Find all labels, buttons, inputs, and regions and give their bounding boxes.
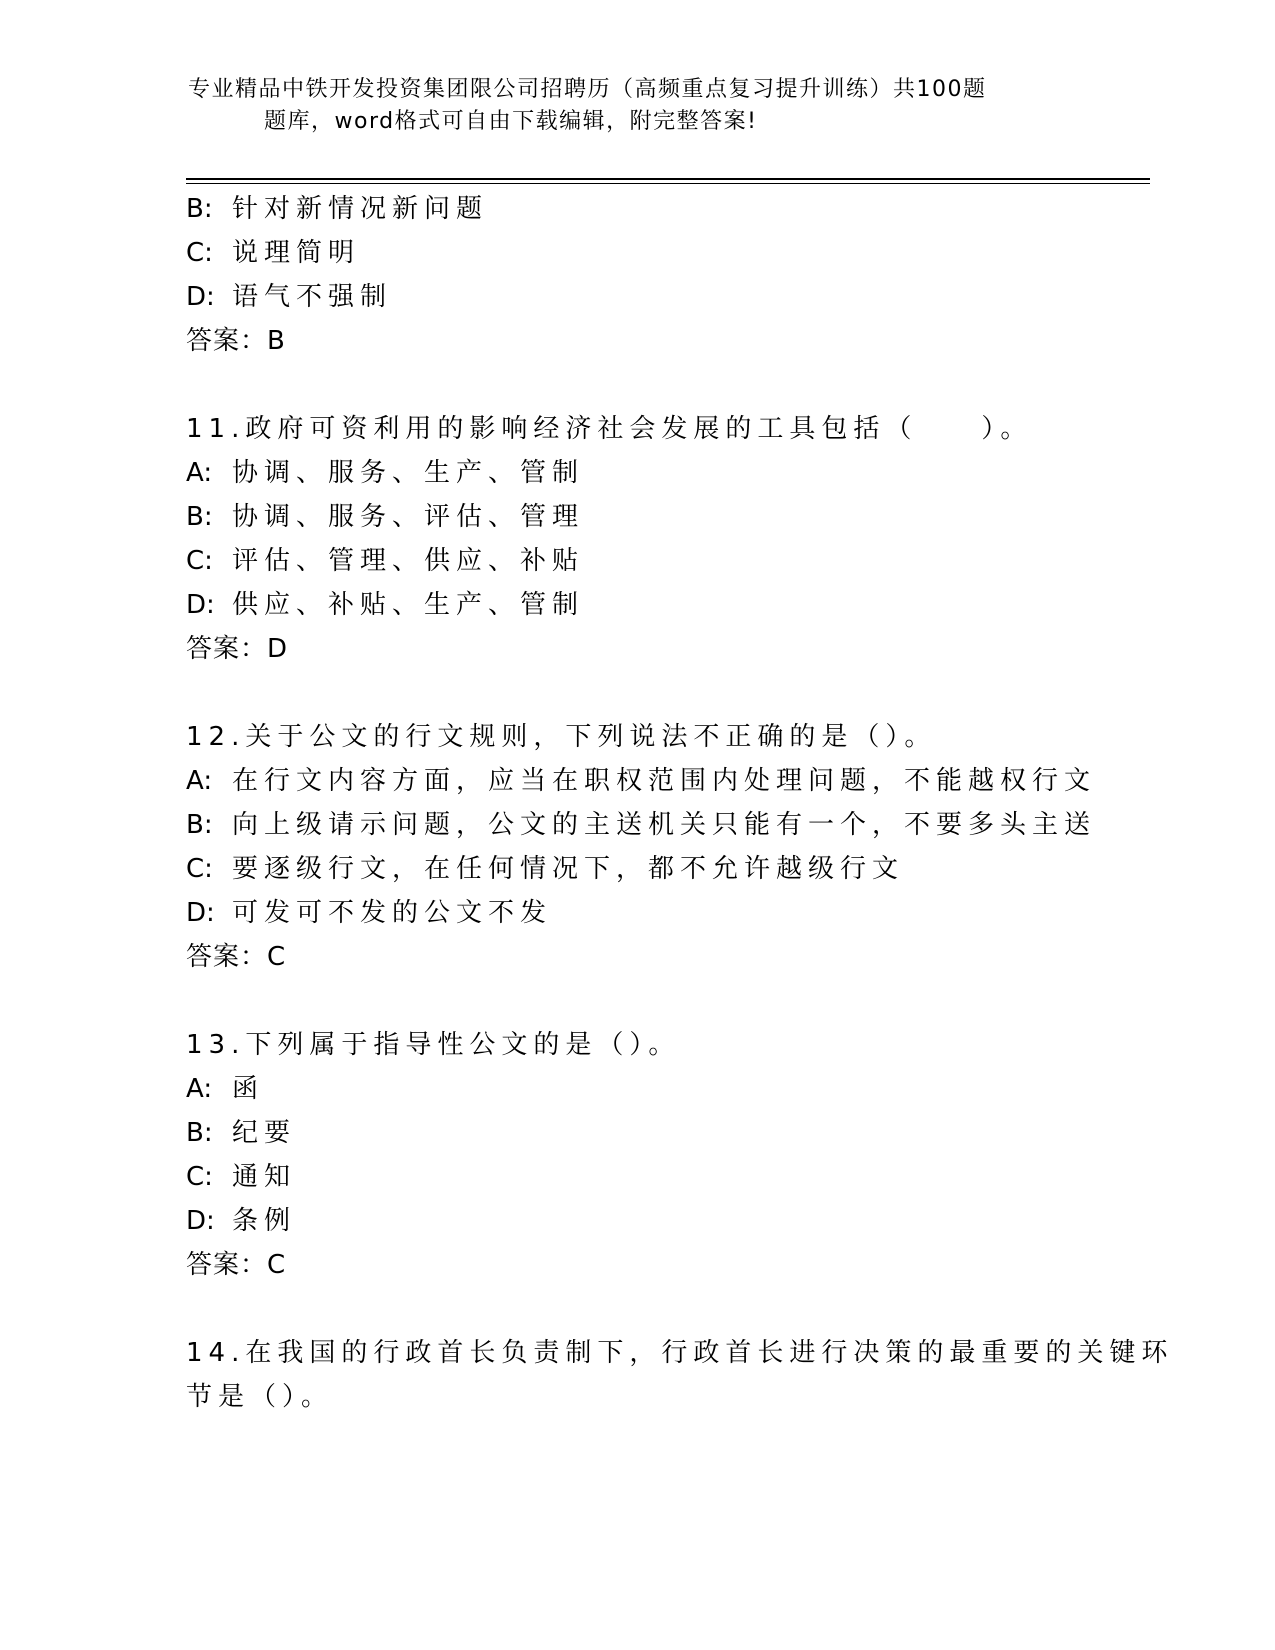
option-d: D: 语气不强制 [186, 282, 393, 312]
option-c: C: 要逐级行文，在任何情况下，都不允许越级行文 [186, 854, 905, 884]
option-c: C: 评估、管理、供应、补贴 [186, 546, 585, 576]
header-title-line1: 专业精品中铁开发投资集团限公司招聘历（高频重点复习提升训练）共100题 [188, 77, 987, 102]
question-text-line1: 14.在我国的行政首长负责制下，行政首长进行决策的最重要的关键环 [186, 1338, 1174, 1368]
option-d: D: 条例 [186, 1206, 297, 1236]
document-header [188, 74, 1068, 138]
option-d: D: 供应、补贴、生产、管制 [186, 590, 585, 620]
answer: 答案：C [186, 1250, 287, 1280]
option-b: B: 纪要 [186, 1118, 297, 1148]
option-a: A: 函 [186, 1074, 265, 1104]
option-d: D: 可发可不发的公文不发 [186, 898, 553, 928]
option-a: A: 协调、服务、生产、管制 [186, 458, 585, 488]
question-text: 13.下列属于指导性公文的是（）。 [186, 1030, 681, 1060]
option-b: B: 协调、服务、评估、管理 [186, 502, 585, 532]
header-title-line2: 题库，word格式可自由下载编辑，附完整答案! [264, 109, 758, 134]
answer: 答案：D [186, 634, 289, 664]
header-divider-thick [186, 178, 1150, 180]
option-a: A: 在行文内容方面，应当在职权范围内处理问题，不能越权行文 [186, 766, 1097, 796]
option-b: B: 向上级请示问题，公文的主送机关只能有一个，不要多头主送 [186, 810, 1097, 840]
question-text: 12.关于公文的行文规则，下列说法不正确的是（）。 [186, 722, 937, 752]
question-text: 11.政府可资利用的影响经济社会发展的工具包括（ ）。 [186, 414, 1033, 444]
answer: 答案：C [186, 942, 287, 972]
question-text-line2: 节是（）。 [186, 1382, 334, 1412]
option-c: C: 通知 [186, 1162, 297, 1192]
answer: 答案：B [186, 326, 286, 356]
header-divider-thin [186, 183, 1150, 184]
option-b: B: 针对新情况新问题 [186, 194, 489, 224]
option-c: C: 说理简明 [186, 238, 361, 268]
